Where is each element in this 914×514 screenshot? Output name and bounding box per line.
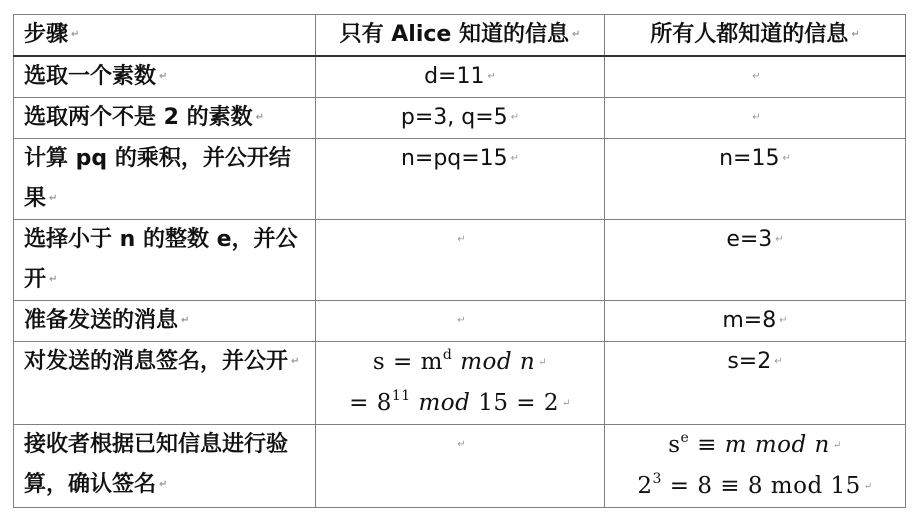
header-step: 步骤 ↵ — [14, 15, 316, 57]
alice-cell — [316, 342, 605, 425]
public-cell: s=2 ↵ — [605, 342, 906, 425]
public-cell: ↵ — [605, 98, 906, 139]
table-row — [14, 342, 906, 425]
alice-cell: ↵ — [316, 220, 605, 301]
public-cell: e=3 ↵ — [605, 220, 906, 301]
alice-cell: ↵ — [316, 301, 605, 342]
header-public: 所有人都知道的信息 ↵ — [605, 15, 906, 57]
alice-cell: d=11 ↵ — [316, 56, 605, 98]
step-cell: 选择小于 n 的整数 e，并公开 ↵ — [14, 220, 316, 301]
table-row — [14, 301, 906, 342]
verify-formula-line1: $s^e \equiv m$ mod n ↵ — [668, 430, 842, 458]
alice-cell: n=pq=15 ↵ — [316, 139, 605, 220]
alice-cell: ↵ — [316, 425, 605, 508]
table-row — [14, 220, 906, 301]
header-alice-only: 只有 Alice 知道的信息 ↵ — [316, 15, 605, 57]
table-row — [14, 98, 906, 139]
public-cell — [605, 425, 906, 508]
public-cell: m=8 ↵ — [605, 301, 906, 342]
step-cell: 选取两个不是 2 的素数 ↵ — [14, 98, 316, 139]
table-row — [14, 425, 906, 508]
step-cell: 接收者根据已知信息进行验算，确认签名 ↵ — [14, 425, 316, 508]
step-cell: 准备发送的消息 ↵ — [14, 301, 316, 342]
table-row — [14, 139, 906, 220]
table-row — [14, 56, 906, 98]
alice-cell: p=3, q=5 ↵ — [316, 98, 605, 139]
public-cell: ↵ — [605, 56, 906, 98]
step-cell: 对发送的消息签名，并公开 ↵ — [14, 342, 316, 425]
signature-formula-line1: $s = m^d$ mod n ↵ — [372, 347, 548, 375]
signature-formula-line2: = $8^{11}$ mod 15 = 2 ↵ — [349, 388, 571, 416]
step-cell: 计算 pq 的乘积，并公开结果 ↵ — [14, 139, 316, 220]
public-cell: n=15 ↵ — [605, 139, 906, 220]
verify-formula-line2: $2^3 = 8 \equiv 8$ mod 15 ↵ — [637, 471, 873, 499]
step-cell: 选取一个素数 ↵ — [14, 56, 316, 98]
rsa-signature-table — [13, 14, 906, 508]
table-header-row — [14, 15, 906, 57]
